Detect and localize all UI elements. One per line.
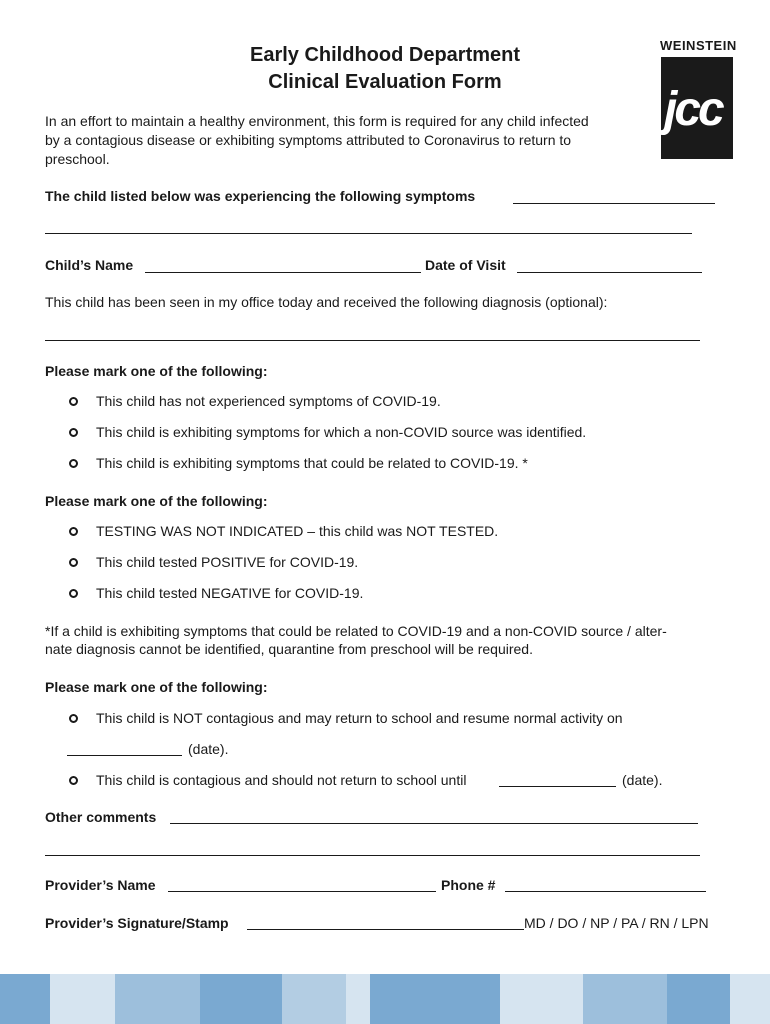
section2-heading: Please mark one of the following: xyxy=(45,493,268,509)
footer-stripe xyxy=(346,974,370,1024)
phone-input[interactable] xyxy=(505,891,706,892)
footer-stripe xyxy=(50,974,115,1024)
section3-option2-label: This child is contagious and should not return to school until xyxy=(96,772,467,788)
comments-label: Other comments xyxy=(45,809,157,825)
section1-option1-label: This child has not experienced symptoms of COVID-19. xyxy=(96,393,441,409)
provider-name-label: Provider’s Name xyxy=(45,877,156,893)
section3-heading: Please mark one of the following: xyxy=(45,679,268,695)
section1-heading: Please mark one of the following: xyxy=(45,363,268,379)
comments-input-line2[interactable] xyxy=(45,855,700,856)
section2-option1-radio[interactable] xyxy=(69,527,78,536)
section1-option1-radio[interactable] xyxy=(69,397,78,406)
footer-stripe xyxy=(500,974,583,1024)
return-date-suffix: (date). xyxy=(188,741,229,757)
form-title-line2: Clinical Evaluation Form xyxy=(268,71,502,93)
section2-option2-radio[interactable] xyxy=(69,558,78,567)
logo-mark xyxy=(661,57,733,159)
section2-option1-label: TESTING WAS NOT INDICATED – this child was NOT TESTED. xyxy=(96,523,499,539)
symptoms-label: The child listed below was experiencing the following symptoms xyxy=(45,188,476,204)
footer-stripe xyxy=(583,974,667,1024)
symptoms-input-line2[interactable] xyxy=(45,233,692,234)
section3-option1-radio[interactable] xyxy=(69,714,78,723)
footer-stripe xyxy=(370,974,500,1024)
provider-credentials: MD / DO / NP / PA / RN / LPN xyxy=(524,915,709,931)
intro-line3: preschool. xyxy=(45,151,110,167)
footer-stripe xyxy=(115,974,200,1024)
footer-stripe xyxy=(730,974,770,1024)
child-name-label: Child’s Name xyxy=(45,257,134,273)
intro-line1: In an effort to maintain a healthy environment, this form is required for any child infected xyxy=(45,113,589,129)
footnote-line2: nate diagnosis cannot be identified, quarantine from preschool will be required. xyxy=(45,641,533,657)
footer-stripe xyxy=(667,974,730,1024)
section2-option2-label: This child tested POSITIVE for COVID-19. xyxy=(96,554,359,570)
comments-input-line1[interactable] xyxy=(170,823,698,824)
section2-option3-radio[interactable] xyxy=(69,589,78,598)
section1-option2-label: This child is exhibiting symptoms for which a non-COVID source was identified. xyxy=(96,424,587,440)
footer-stripe xyxy=(282,974,346,1024)
child-name-input[interactable] xyxy=(145,272,421,273)
section1-option3-radio[interactable] xyxy=(69,459,78,468)
contagious-until-date-input[interactable] xyxy=(499,786,616,787)
intro-line2: by a contagious disease or exhibiting symptoms attributed to Coronavirus to return to xyxy=(45,132,572,148)
section3-option2-radio[interactable] xyxy=(69,776,78,785)
footer-stripe xyxy=(200,974,282,1024)
date-of-visit-input[interactable] xyxy=(517,272,702,273)
diagnosis-input[interactable] xyxy=(45,340,700,341)
provider-signature-label: Provider’s Signature/Stamp xyxy=(45,915,229,931)
section2-option3-label: This child tested NEGATIVE for COVID-19. xyxy=(96,585,364,601)
section3-option1-label: This child is NOT contagious and may return to school and resume normal activity on xyxy=(96,710,623,726)
logo-mark-text: jcc xyxy=(664,83,722,136)
diagnosis-label: This child has been seen in my office today and received the following diagnosis (optional): xyxy=(45,294,608,310)
provider-name-input[interactable] xyxy=(168,891,436,892)
footer-stripe xyxy=(0,974,50,1024)
weinstein-jcc-logo xyxy=(660,38,735,162)
section1-option3-label: This child is exhibiting symptoms that could be related to COVID-19. * xyxy=(96,455,528,471)
date-of-visit-label: Date of Visit xyxy=(425,257,506,273)
section1-option2-radio[interactable] xyxy=(69,428,78,437)
footnote-line1: *If a child is exhibiting symptoms that could be related to COVID-19 and a non-COVID source / alter- xyxy=(45,623,667,639)
return-date-input[interactable] xyxy=(67,755,182,756)
symptoms-input-line1[interactable] xyxy=(513,203,715,204)
logo-top-text: WEINSTEIN xyxy=(660,38,737,53)
contagious-until-date-suffix: (date). xyxy=(622,772,663,788)
form-title-line1: Early Childhood Department xyxy=(249,44,521,66)
phone-label: Phone # xyxy=(441,877,496,893)
provider-signature-input[interactable] xyxy=(247,929,524,930)
